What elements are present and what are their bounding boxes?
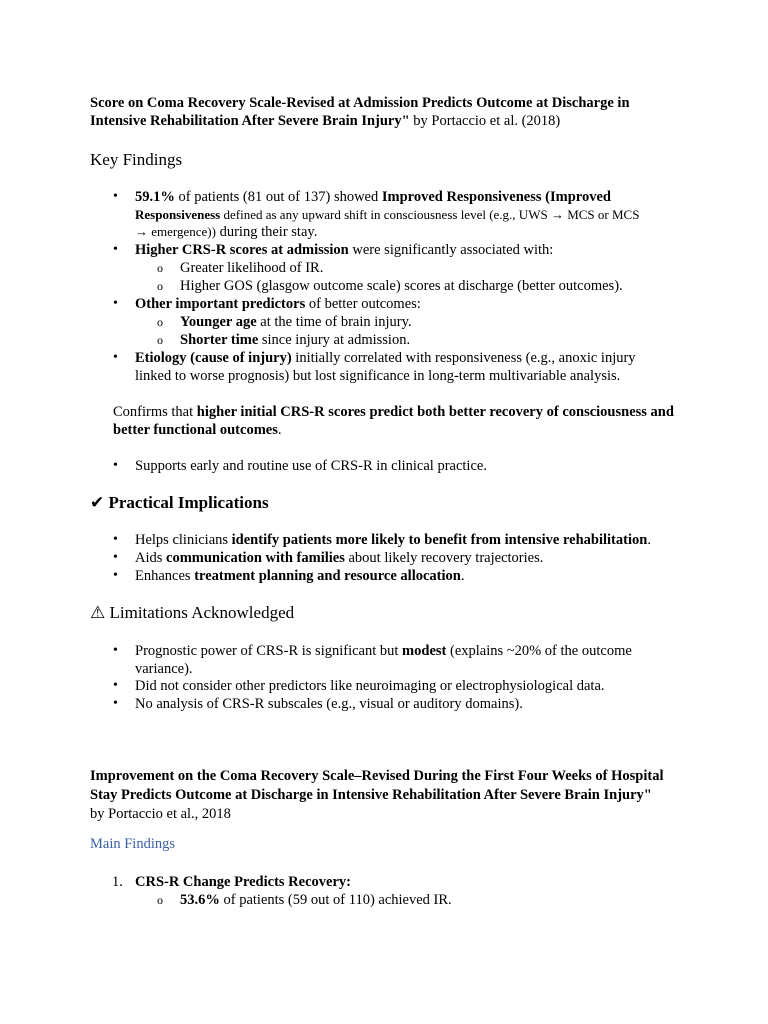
- finding-etiology: Etiology (cause of injury) initially correlated with responsiveness (e.g., anoxic injury linked to worse prognosis) but lost significance in long-term multivariable analysis.: [135, 350, 636, 384]
- circle-marker: o: [157, 893, 163, 907]
- limitation-no-subscales: No analysis of CRS-R subscales (e.g., visual or auditory domains).: [135, 696, 523, 712]
- warning-icon: ⚠: [90, 603, 106, 622]
- bullet-marker: •: [113, 296, 118, 311]
- finding-other-predictors: Other important predictors of better outcomes:: [135, 296, 421, 312]
- circle-marker: o: [157, 279, 163, 293]
- arrow-right-icon: →: [135, 224, 148, 239]
- implication-identify-patients: Helps clinicians identify patients more likely to benefit from intensive rehabilitation.: [135, 532, 651, 548]
- limitations-heading: ⚠ Limitations Acknowledged: [90, 603, 295, 622]
- circle-marker: o: [157, 261, 163, 275]
- check-icon: ✔: [90, 493, 105, 512]
- bullet-marker: •: [113, 189, 118, 204]
- implication-treatment-planning: Enhances treatment planning and resource allocation.: [135, 568, 465, 584]
- sub-item-ir-achieved: 53.6% of patients (59 out of 110) achieved IR.: [180, 892, 452, 908]
- arrow-right-icon: →: [550, 207, 564, 222]
- finding-crsr-change: CRS-R Change Predicts Recovery:: [135, 874, 351, 890]
- bullet-marker: •: [113, 532, 118, 547]
- sub-item-shorter-time: Shorter time since injury at admission.: [180, 332, 411, 348]
- bullet-marker: •: [113, 696, 118, 711]
- implication-communication: Aids communication with families about likely recovery trajectories.: [135, 550, 544, 566]
- finding-improved-responsiveness-definition: Responsiveness defined as any upward shift in consciousness level (e.g., UWS → MCS or MCS: [135, 207, 640, 222]
- bullet-marker: •: [113, 568, 118, 583]
- limitation-other-predictors: Did not consider other predictors like neuroimaging or electrophysiological data.: [135, 678, 605, 694]
- paper-title-1: Score on Coma Recovery Scale-Revised at Admission Predicts Outcome at Discharge in Intensive Rehabilitation After Severe Brain Injury" by Portaccio et al. (2018): [90, 95, 630, 129]
- finding-higher-crsr-scores: Higher CRS-R scores at admission were significantly associated with:: [135, 242, 554, 258]
- bullet-marker: •: [113, 550, 118, 565]
- sub-item-ir-likelihood: Greater likelihood of IR.: [180, 260, 324, 276]
- sub-item-gos-scores: Higher GOS (glasgow outcome scale) scores at discharge (better outcomes).: [180, 278, 623, 294]
- circle-marker: o: [157, 315, 163, 329]
- supports-item: Supports early and routine use of CRS-R in clinical practice.: [135, 458, 487, 474]
- bullet-marker: •: [113, 242, 118, 257]
- limitation-modest-power: Prognostic power of CRS-R is significant but modest (explains ~20% of the outcome variance).: [135, 643, 632, 677]
- bullet-marker: •: [113, 350, 118, 365]
- finding-improved-responsiveness: 59.1% of patients (81 out of 137) showed Improved Responsiveness (Improved: [135, 189, 611, 205]
- bullet-marker: •: [113, 678, 118, 693]
- sub-item-younger-age: Younger age at the time of brain injury.: [180, 314, 412, 330]
- list-number: 1.: [112, 874, 123, 890]
- bullet-marker: •: [113, 643, 118, 658]
- key-findings-heading: Key Findings: [90, 150, 183, 169]
- paper-title-2: Improvement on the Coma Recovery Scale–Revised During the First Four Weeks of Hospital Stay Predicts Outcome at Discharge in Intensive Rehabilitation After Severe Brain Injury" by Portaccio et al., 2018: [90, 768, 664, 822]
- practical-implications-heading: ✔ Practical Implications: [90, 493, 269, 512]
- main-findings-heading[interactable]: Main Findings: [90, 836, 175, 852]
- finding-improved-responsiveness-cont: → emergence)) during their stay.: [135, 224, 318, 240]
- circle-marker: o: [157, 333, 163, 347]
- confirms-paragraph: Confirms that higher initial CRS-R scores predict both better recovery of consciousness and better functional outcomes.: [113, 404, 674, 438]
- bullet-marker: •: [113, 458, 118, 473]
